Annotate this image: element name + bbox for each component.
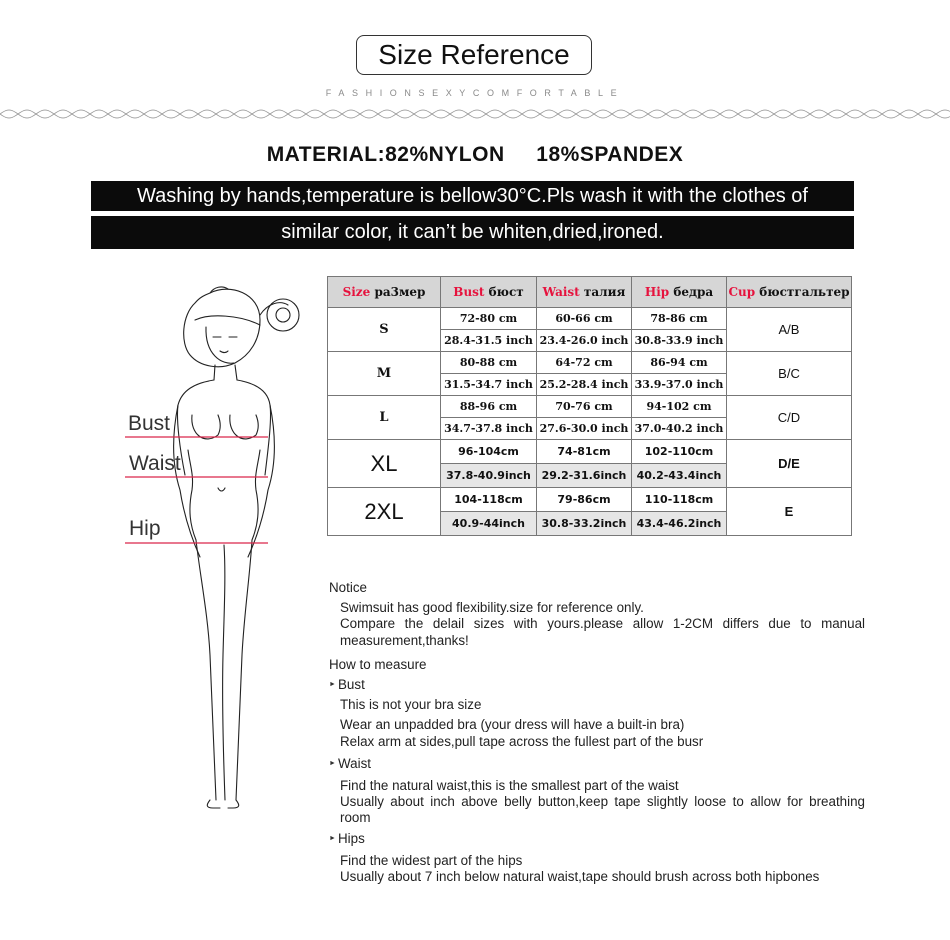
- header-hip: Hip бедра: [632, 277, 727, 308]
- header-cup: Cup бюстгальтер: [727, 277, 852, 308]
- notice-section: [329, 580, 865, 885]
- bust-cm-cell: 80-88 cm: [441, 352, 537, 374]
- section-title: Hips: [338, 830, 365, 846]
- hip-inch-cell: 30.8-33.9 inch: [632, 330, 727, 352]
- size-cell: XL: [328, 440, 441, 488]
- header-bust: Bust бюст: [441, 277, 537, 308]
- wave-divider: [0, 104, 950, 124]
- cup-cell: A/B: [727, 308, 852, 352]
- section-line: Usually about 7 inch below natural waist,tape should brush across both hipbones: [340, 869, 820, 885]
- hip-label: Hip: [129, 517, 161, 540]
- size-table: [327, 276, 852, 536]
- section-line: Find the widest part of the hips: [340, 852, 523, 868]
- body-figure: [110, 275, 310, 815]
- header-waist: Waist талия: [537, 277, 632, 308]
- tagline: FASHIONSEXYCOMFORTABLE: [325, 88, 625, 98]
- hip-inch-cell: 33.9-37.0 inch: [632, 374, 727, 396]
- bust-inch-cell: 37.8-40.9inch: [441, 464, 537, 488]
- bust-inch-cell: 28.4-31.5 inch: [441, 330, 537, 352]
- bust-inch-cell: 40.9-44inch: [441, 512, 537, 536]
- page-title: Size Reference: [356, 35, 592, 75]
- section-line: Relax arm at sides,pull tape across the fullest part of the busr: [340, 733, 704, 749]
- waist-inch-cell: 23.4-26.0 inch: [537, 330, 632, 352]
- bust-cm-cell: 72-80 cm: [441, 308, 537, 330]
- how-to-measure-title: How to measure: [329, 656, 427, 672]
- hip-cm-cell: 94-102 cm: [632, 396, 727, 418]
- bust-inch-cell: 31.5-34.7 inch: [441, 374, 537, 396]
- waist-cm-cell: 74-81cm: [537, 440, 632, 464]
- table-header-row: [328, 277, 852, 308]
- notice-line: Compare the delail sizes with yours.please allow 1-2CM differs due to manual measurement,thanks!: [340, 616, 865, 648]
- hip-inch-cell: 37.0-40.2 inch: [632, 418, 727, 440]
- bust-inch-cell: 34.7-37.8 inch: [441, 418, 537, 440]
- cup-cell: E: [727, 488, 852, 536]
- size-cell: L: [328, 396, 441, 440]
- section-title: Waist: [338, 755, 371, 771]
- table-row: [328, 440, 852, 464]
- section-bust: [329, 677, 865, 693]
- hip-cm-cell: 110-118cm: [632, 488, 727, 512]
- section-line: Wear an unpadded bra (your dress will have a built-in bra): [340, 717, 685, 733]
- bust-cm-cell: 104-118cm: [441, 488, 537, 512]
- section-line: This is not your bra size: [340, 697, 482, 713]
- hip-cm-cell: 86-94 cm: [632, 352, 727, 374]
- waist-inch-cell: 29.2-31.6inch: [537, 464, 632, 488]
- header-size: Size рa3мep: [328, 277, 441, 308]
- waist-inch-cell: 25.2-28.4 inch: [537, 374, 632, 396]
- hip-inch-cell: 43.4-46.2inch: [632, 512, 727, 536]
- waist-cm-cell: 79-86cm: [537, 488, 632, 512]
- size-cell: S: [328, 308, 441, 352]
- bust-cm-cell: 88-96 cm: [441, 396, 537, 418]
- arrow-right-icon: ►: [329, 681, 336, 689]
- section-hips: [329, 831, 865, 847]
- waist-cm-cell: 64-72 cm: [537, 352, 632, 374]
- table-row: [328, 396, 852, 418]
- hip-cm-cell: 78-86 cm: [632, 308, 727, 330]
- table-row: [328, 308, 852, 330]
- bust-label: Bust: [128, 412, 171, 435]
- waist-cm-cell: 60-66 cm: [537, 308, 632, 330]
- cup-cell: C/D: [727, 396, 852, 440]
- bust-cm-cell: 96-104cm: [441, 440, 537, 464]
- washing-line-2: similar color, it can’t be whiten,dried,ironed.: [91, 216, 854, 249]
- section-line: Find the natural waist,this is the smallest part of the waist: [340, 778, 679, 794]
- hip-cm-cell: 102-110cm: [632, 440, 727, 464]
- section-waist: [329, 756, 865, 772]
- table-row: [328, 488, 852, 512]
- notice-line: Swimsuit has good flexibility.size for reference only.: [340, 600, 644, 616]
- size-cell: M: [328, 352, 441, 396]
- waist-label: Waist: [129, 452, 181, 475]
- notice-title: Notice: [329, 580, 367, 595]
- material-line: MATERIAL:82%NYLON 18%SPANDEX: [266, 143, 684, 166]
- size-cell: 2XL: [328, 488, 441, 536]
- waist-inch-cell: 30.8-33.2inch: [537, 512, 632, 536]
- table-row: [328, 352, 852, 374]
- section-line: Usually about inch above belly button,keep tape slightly loose to allow for breathing room: [340, 794, 865, 826]
- waist-inch-cell: 27.6-30.0 inch: [537, 418, 632, 440]
- figure-illustration: [110, 275, 310, 815]
- section-title: Bust: [338, 677, 365, 693]
- cup-cell: B/C: [727, 352, 852, 396]
- hip-inch-cell: 40.2-43.4inch: [632, 464, 727, 488]
- cup-cell: D/E: [727, 440, 852, 488]
- washing-line-1: Washing by hands,temperature is bellow30°C.Pls wash it with the clothes of: [91, 181, 854, 211]
- arrow-right-icon: ►: [329, 834, 336, 842]
- arrow-right-icon: ►: [329, 759, 336, 767]
- waist-cm-cell: 70-76 cm: [537, 396, 632, 418]
